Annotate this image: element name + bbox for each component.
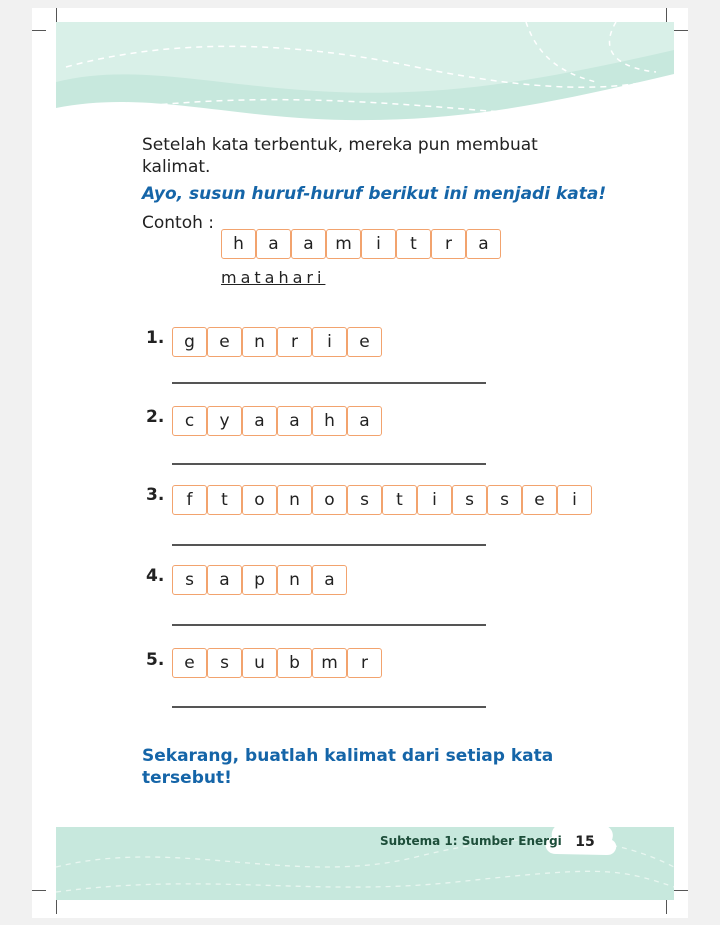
closing-instruction: Sekarang, buatlah kalimat dari setiap kata tersebut! — [142, 746, 554, 788]
letter-tile: a — [291, 229, 326, 259]
letter-tile: b — [277, 648, 312, 678]
exercise-number: 3. — [146, 485, 165, 505]
letter-tile: e — [347, 327, 382, 357]
letter-tile: s — [172, 565, 207, 595]
answer-line — [172, 706, 486, 708]
letter-tile: f — [172, 485, 207, 515]
crop-mark — [666, 8, 667, 22]
crop-mark — [674, 30, 688, 31]
letter-tile: g — [172, 327, 207, 357]
letter-tile: i — [557, 485, 592, 515]
letter-tile: i — [312, 327, 347, 357]
letter-tile: h — [221, 229, 256, 259]
exercise-letter-tiles — [172, 565, 347, 595]
letter-tile: c — [172, 406, 207, 436]
exercise-letter-tiles — [172, 327, 382, 357]
exercise-letter-tiles — [172, 406, 382, 436]
letter-tile: e — [172, 648, 207, 678]
exercise-letter-tiles — [172, 485, 592, 515]
crop-mark — [666, 900, 667, 914]
answer-line — [172, 382, 486, 384]
crop-mark — [674, 890, 688, 891]
letter-tile: t — [382, 485, 417, 515]
letter-tile: y — [207, 406, 242, 436]
letter-tile: a — [256, 229, 291, 259]
crop-mark — [32, 890, 46, 891]
letter-tile: s — [347, 485, 382, 515]
letter-tile: r — [277, 327, 312, 357]
letter-tile: a — [207, 565, 242, 595]
letter-tile: a — [277, 406, 312, 436]
letter-tile: o — [312, 485, 347, 515]
example-letter-tiles — [221, 229, 501, 259]
letter-tile: i — [361, 229, 396, 259]
example-label: Contoh : — [142, 213, 215, 233]
crop-mark — [56, 8, 57, 22]
letter-tile: e — [207, 327, 242, 357]
letter-tile: t — [207, 485, 242, 515]
letter-tile: m — [326, 229, 361, 259]
letter-tile: i — [417, 485, 452, 515]
letter-tile: s — [207, 648, 242, 678]
answer-line — [172, 544, 486, 546]
exercise-number: 2. — [146, 407, 165, 427]
letter-tile: m — [312, 648, 347, 678]
exercise-letter-tiles — [172, 648, 382, 678]
letter-tile: o — [242, 485, 277, 515]
answer-line — [172, 463, 486, 465]
letter-tile: h — [312, 406, 347, 436]
page-number: 15 — [575, 834, 595, 850]
exercise-number: 4. — [146, 566, 165, 586]
letter-tile: r — [431, 229, 466, 259]
example-answer: matahari — [221, 268, 326, 287]
letter-tile: a — [242, 406, 277, 436]
letter-tile: n — [277, 485, 312, 515]
instruction-heading: Ayo, susun huruf-huruf berikut ini menjadi kata! — [142, 184, 607, 204]
exercise-number: 5. — [146, 650, 165, 670]
letter-tile: e — [522, 485, 557, 515]
letter-tile: n — [242, 327, 277, 357]
intro-text: Setelah kata terbentuk, mereka pun membuat kalimat. — [142, 135, 538, 177]
letter-tile: a — [466, 229, 501, 259]
crop-mark — [56, 900, 57, 914]
letter-tile: s — [452, 485, 487, 515]
answer-line — [172, 624, 486, 626]
letter-tile: a — [347, 406, 382, 436]
exercise-number: 1. — [146, 328, 165, 348]
letter-tile: n — [277, 565, 312, 595]
crop-mark — [32, 30, 46, 31]
letter-tile: a — [312, 565, 347, 595]
letter-tile: t — [396, 229, 431, 259]
letter-tile: s — [487, 485, 522, 515]
letter-tile: u — [242, 648, 277, 678]
header-wave-decoration — [56, 22, 674, 132]
letter-tile: p — [242, 565, 277, 595]
letter-tile: r — [347, 648, 382, 678]
footer-subtema: Subtema 1: Sumber Energi — [380, 834, 562, 848]
